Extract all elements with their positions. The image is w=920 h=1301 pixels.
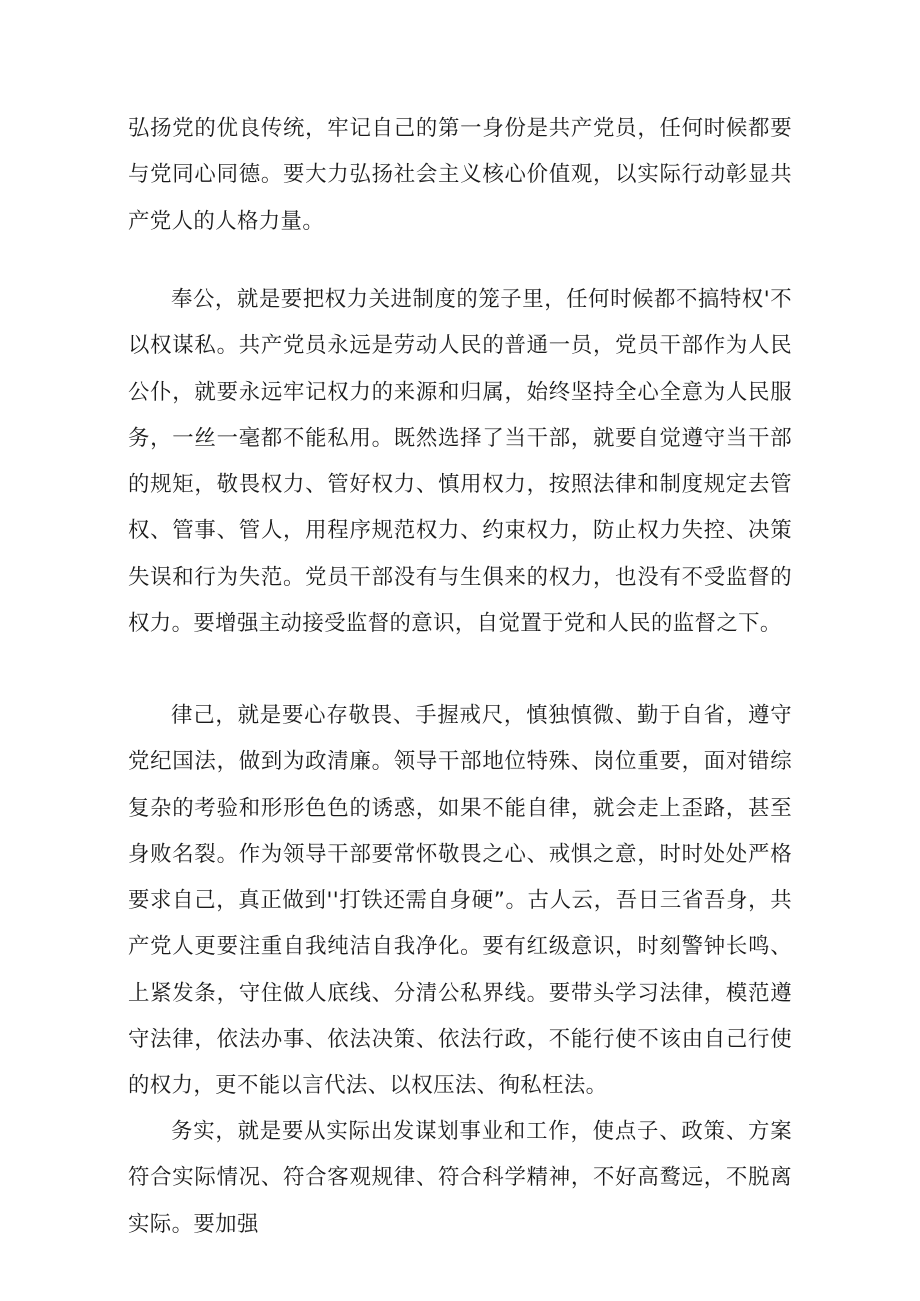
paragraph-text: 务实，就是要从实际出发谋划事业和工作，使点子、政策、方案符合实际情况、符合客观规律、符合科学精神，不好高鹜远，不脱离实际。要加强: [128, 1119, 792, 1237]
paragraph-text: 弘扬党的优良传统，牢记自己的第一身份是共产党员，任何时候都要与党同心同德。要大力弘扬社会主义核心价值观，以实际行动彰显共产党人的人格力量。: [128, 116, 792, 234]
paragraph-text: 律己，就是要心存敬畏、手握戒尺，慎独慎微、勤于自省，遵守党纪国法，做到为政清廉。领导干部地位特殊、岗位重要，面对错综复杂的考验和形形色色的诱惑，如果不能自律，就会走上歪路，甚至身败名裂。作为领导干部要常怀敬畏之心、戒惧之意，时时处处严格要求自己，真正做到''打铁还需自身硬”。古人云，吾日三省吾身，共产党人更要注重自我纯洁自我净化。要有红级意识，时刻警钟长鸣、上紧发条，守住做人底线、分清公私界线。要带头学习法律，模范遵守法律，依法办事、依法决策、依法行政，不能行使不该由自己行使的权力，更不能以言代法、以权压法、徇私枉法。: [128, 703, 792, 1099]
paragraph-text: 奉公，就是要把权力关进制度的笼子里，任何时候都不搞特权'不以权谋私。共产党员永远是劳动人民的普通一员，党员干部作为人民公仆，就要永远牢记权力的来源和归属，始终坚持全心全意为人民服务，一丝一毫都不能私用。既然选择了当干部，就要自觉遵守当干部的规矩，敬畏权力、管好权力、慎用权力，按照法律和制度规定去管权、管事、管人，用程序规范权力、约束权力，防止权力失控、决策失误和行为失范。党员干部没有与生俱来的权力，也没有不受监督的权力。要增强主动接受监督的意识，自觉置于党和人民的监督之下。: [128, 287, 792, 637]
paragraph-luji: [128, 693, 792, 1110]
paragraph-wushi: [128, 1109, 792, 1248]
paragraph-continuation: [128, 106, 792, 245]
paragraph-fenggong: [128, 277, 792, 647]
